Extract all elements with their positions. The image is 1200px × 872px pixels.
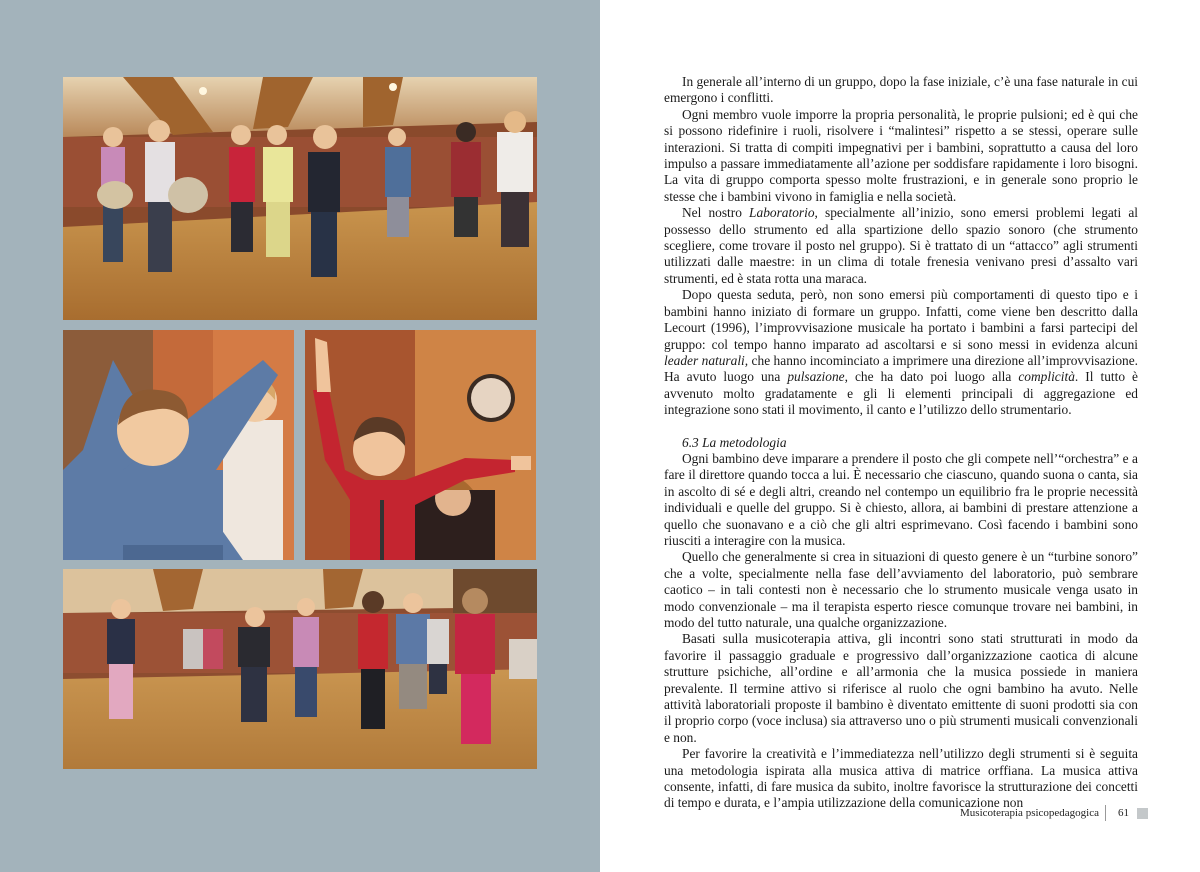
italic-term: leader naturali, (664, 352, 749, 368)
photo-icon (63, 569, 537, 769)
paragraph: Quello che generalmente si crea in situazioni di questo genere è un “turbine sonoro” che a volte, specialmente nella fase dell’avviamento del laboratorio, può sembrare caotico – in tali contesti non è necessario che lo strumento musicale venga usato in modo convenzionale – ma il terapista esperto riesce comunque trovare nei bambini, in modo del tutto naturale, una qualche organizzazione. (664, 549, 1138, 630)
paragraph: In generale all’interno di un gruppo, dopo la fase iniziale, c’è una fase naturale in cui emergono i conflitti. (664, 74, 1138, 106)
body-text (664, 74, 1138, 812)
text-run: Dopo questa seduta, però, non sono emersi più comportamenti di questo tipo e i bambini hanno iniziato di formare un gruppo. Infatti, come viene ben descritto dalla Lecourt (1996), l’improvvisazione musicale ha portato i bambini a farsi partecipi del gruppo: col tempo hanno imparato ad ascoltarsi e si sono messi in evidenza alcuni (664, 287, 1138, 352)
text-run: Nel nostro (682, 205, 750, 221)
running-title: Musicoterapia psicopedagogica (960, 807, 1099, 819)
photo-boy-red-jacket (305, 330, 536, 560)
paragraph: Basati sulla musicoterapia attiva, gli incontri sono stati strutturati in modo da favorire il passaggio graduale e progressivo dall’organizzazione caotica di alcune strutture psichiche, all’ordine e all’armonia che la musica possiede in maniera prevalente. Il termine attivo si riferisce al ruolo che ogni bambino ha avuto. Nelle attività laboratoriali proposte il bambino è diventato emittente di suoni prodotti sia con il proprio corpo (voce inclusa) sia attraverso uno o più strumenti musicali convenzionali e non. (664, 631, 1138, 745)
text-run: che hanno incominciato a imprimere una direzione all’improvvisazione. Ha avuto luogo una (664, 352, 1138, 385)
footer-divider (1105, 805, 1106, 821)
text-run: , che ha dato poi luogo alla (844, 369, 1019, 385)
photo-icon (63, 77, 537, 320)
paragraph (664, 205, 1138, 287)
paragraph (664, 287, 1138, 418)
photo-icon (305, 330, 536, 560)
italic-term: Laboratorio (749, 205, 815, 221)
italic-term: complicità (1018, 369, 1075, 385)
photo-boy-blue-sweater (63, 330, 294, 560)
paragraph: Ogni bambino deve imparare a prendere il posto che gli compete nell’“orchestra” e a fare il direttore quando tocca a lui. È necessario che ciascuno, quando suona o canta, sia in ascolto di sé e degli altri, creando nel contempo un equilibrio fra le proprie necessità individuali e quelle del gruppo. Si è chiesto, allora, ai bambini di prestare attenzione a quello che suonavano e a ciò che gli altri esprimevano. Così facendo i bambini sono riusciti a interagire con la musica. (664, 450, 1138, 548)
photo-children-dancing-hall (63, 77, 537, 320)
text-run: , specialmente all’inizio, sono emersi problemi legati al possesso dello strumento ed alla spartizione dello spazio sonoro (che strumento scegliere, come trovare il posto nel gruppo). Si è trattato di un “attacco” agli strumenti utilizzati dalle maestre: in un clima di totale frenesia venivano presi d’assalto vari strumenti, ed è stata rotta una maraca. (664, 205, 1138, 286)
paragraph: Ogni membro vuole imporre la propria personalità, le proprie pulsioni; ed è qui che si possono ridefinire i ruoli, risolvere i “malintesi” rispetto a se stessi, operare sulle interazioni. Si tratta di compiti impegnativi per i bambini, soprattutto a causa del loro impulso a passare immediatamente all’azione per soddisfare rapidamente i loro bisogni. La vita di gruppo comporta spesso molte frustrazioni, e in generale sono proprio le stesse che i bambini vivono in famiglia e nella società. (664, 106, 1138, 204)
paragraph: Per favorire la creatività e l’immediatezza nell’utilizzo degli strumenti si è seguita una metodologia ispirata alla musica attiva di matrice orffiana. La musica attiva consente, infatti, di fare musica da subito, inoltre favorisce la strutturazione dei concetti di tempo e durata, e l’ampia utilizzazione della comunicazione non (664, 746, 1138, 811)
text-run: . Il tutto è avvenuto molto gradatamente e gli li elementi principali di aggregazione ed integrazione sono stati il movimento, il canto e l’utilizzo dello strumentario. (664, 369, 1138, 418)
section-heading: 6.3 La metodologia (682, 434, 787, 450)
page-footer (960, 804, 1148, 822)
photo-children-circle (63, 569, 537, 769)
photo-icon (63, 330, 294, 560)
page-number: 61 (1118, 807, 1129, 819)
italic-term: pulsazione (787, 369, 845, 385)
right-page (600, 0, 1200, 872)
square-marker-icon (1137, 808, 1148, 819)
